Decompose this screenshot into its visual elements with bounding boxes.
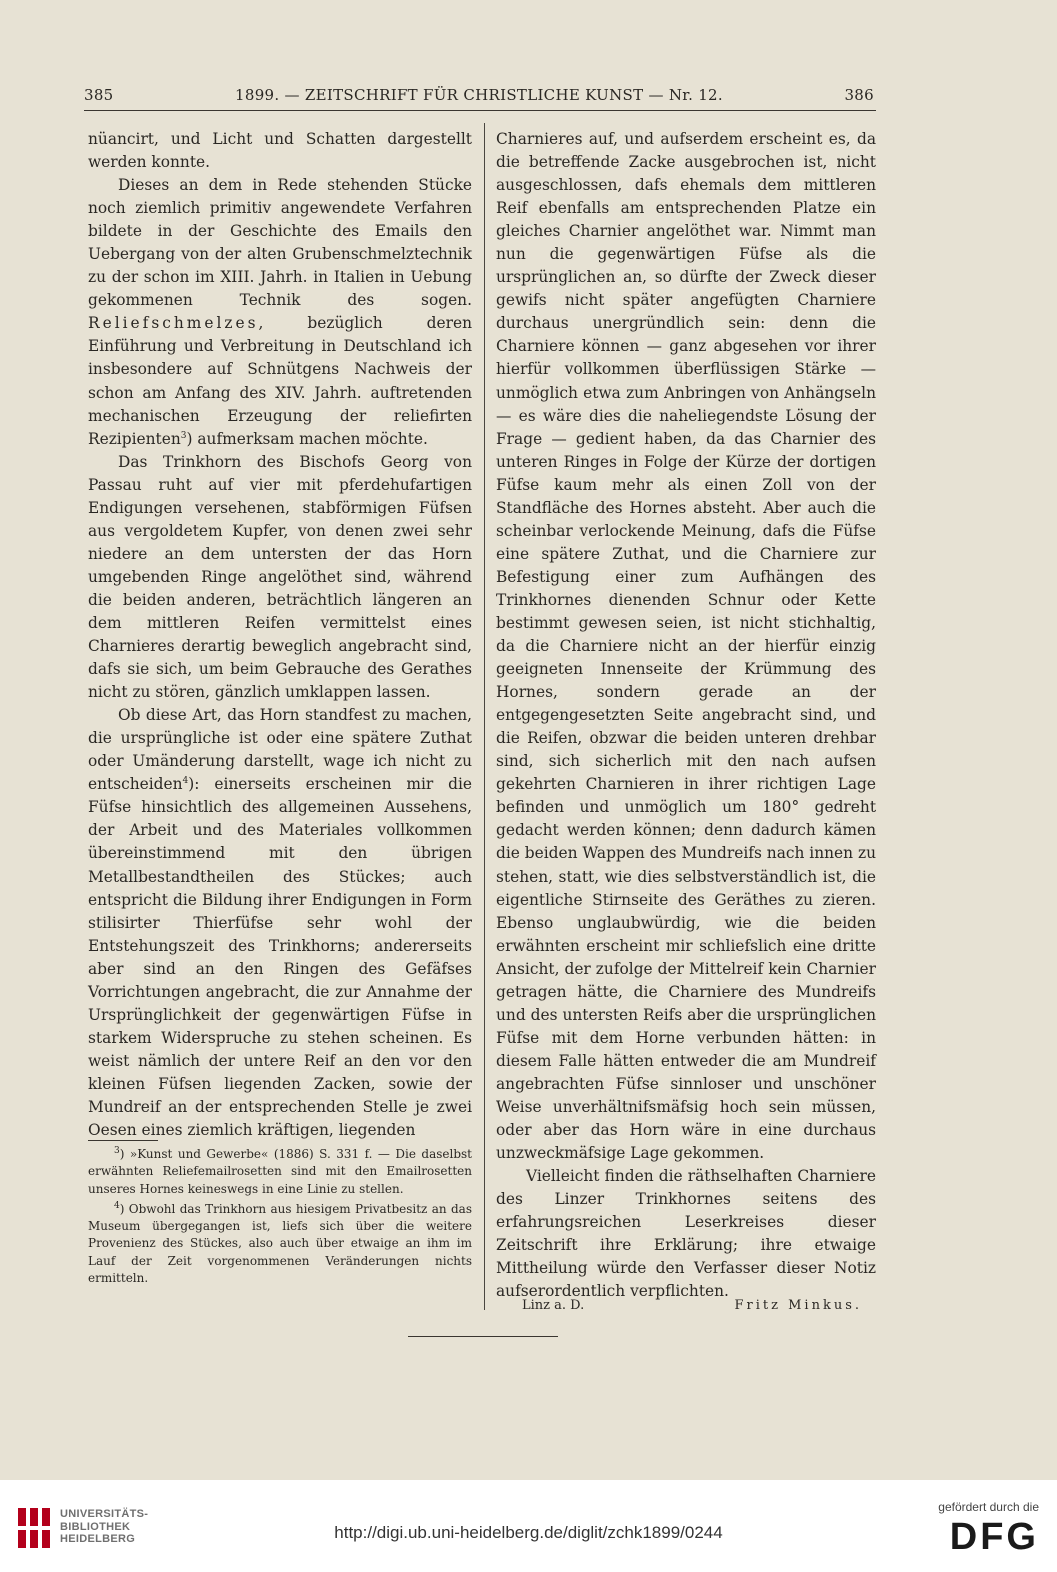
page-number-left: 385 (84, 86, 114, 104)
paragraph (88, 704, 472, 1142)
footnote-text: Obwohl das Trinkhorn aus hiesigem Privatbesitz an das Museum übergegangen ist, liefs sich über die weitere Provenienz des Stückes, also auch über etwaige an ihm im Lauf der Zeit vorgenommenen Veränderungen nichts ermitteln. (88, 1201, 472, 1286)
right-column (496, 128, 876, 1303)
footnote-rule (88, 1140, 158, 1141)
footnote-text: »Kunst und Gewerbe« (1886) S. 331 f. — Die daselbst erwähnten Reliefemailrosetten sind mit den Emailrosetten unseres Hornes keineswegs in eine Linie zu stellen. (88, 1147, 472, 1196)
footnote-number: 4 (114, 1200, 120, 1211)
paragraph (88, 174, 472, 451)
dfg-logo: DFG (949, 1516, 1039, 1558)
paragraph-text: Ob diese Art, das Horn standfest zu machen, die ursprüngliche ist oder eine spätere Zuthat oder Umänderung darstellt, wage ich nicht zu entscheiden (88, 706, 472, 794)
signature-place: Linz a. D. (522, 1298, 585, 1313)
paragraph-text: ) aufmerksam machen möchte. (186, 429, 428, 448)
permalink-url[interactable]: http://digi.ub.uni-heidelberg.de/diglit/zchk1899/0244 (334, 1523, 723, 1542)
left-column (88, 128, 472, 1142)
header-rule (84, 110, 876, 111)
column-divider (484, 123, 485, 1310)
footnote: $^4$) Obwohl das Trinkhorn aus hiesigem Privatbesitz an das Museum übergegangen ist, liefs sich über die weitere Provenienz des Stückes, also auch über etwaige an ihm im Lauf der Zeit vorgenommenen Veränderungen nichts ermitteln. (88, 1200, 472, 1286)
footnote: $^3$) »Kunst und Gewerbe« (1886) S. 331 f. — Die daselbst erwähnten Reliefemailrosetten sind mit den Emailrosetten unseres Hornes keineswegs in eine Linie zu stellen. (88, 1146, 472, 1196)
paragraph: Vielleicht finden die räthselhaften Charniere des Linzer Trinkhornes seitens des erfahrungsreichen Leserkreises dieser Zeitschrift ihre Erklärung; ihre etwaige Mittheilung würde den Verfasser dieser Notiz aufserordentlich verpflichten. (496, 1167, 876, 1301)
page-number-right: 386 (844, 86, 874, 104)
footnote-number: 3 (114, 1146, 120, 1156)
paragraph-text: ): einerseits erscheinen mir die Füfse hinsichtlich des allgemeinen Aussehens, der Arbeit und des Materiales vollkommen übereinstimmend mit den übrigen Metallbestandtheilen des Stückes; auch entspricht die Bildung ihrer Endigungen in Form stilisirter Thierfüfse sehr wohl der Entstehungszeit des Trinkhorns; andererseits aber sind an den Ringen des Gefäfses Vorrichtungen angebracht, die zur Annahme der Ursprünglichkeit der gegenwärtigen Füfse in starkem Widerspruche zu stehen scheinen. Es weist nämlich der untere Reif an den vor den kleinen Füfsen liegenden Zacken, sowie der Mundreif an der entsprechenden Stelle je zwei Oesen eines ziemlich kräftigen, liegenden (88, 775, 472, 1140)
signature (522, 1298, 862, 1316)
footnote-ref: 3 (180, 430, 187, 441)
paragraph-text: , bezüglich deren Einführung und Verbreitung in Deutschland ich insbesondere auf Schnütgens Nachweis der schon am Anfang des XIV. Jahrh. auftretenden mechanischen Erzeugung der reliefirten Rezipienten (88, 314, 472, 448)
footnote-ref: 4 (182, 776, 189, 787)
paragraph: Das Trinkhorn des Bischofs Georg von Passau ruht auf vier mit pferdehufartigen Endigungen versehenen, stabförmigen Füfsen aus vergoldetem Kupfer, von denen zwei sehr niedere an dem untersten der das Horn umgebenden Ringe angelöthet sind, während die beiden anderen, beträchtlich längeren an dem mittleren Reifen vermittelst eines Charnieres derartig beweglich angebracht sind, dafs sie sich, um beim Gebrauche des Gerathes nicht zu stören, gänzlich umklappen lassen. (88, 452, 472, 702)
emphasized-term: Reliefschmelzes (88, 314, 259, 333)
journal-title: 1899. — ZEITSCHRIFT FÜR CHRISTLICHE KUNST — Nr. 12. (235, 86, 723, 104)
paragraph: nüancirt, und Licht und Schatten dargestellt werden konnte. (88, 130, 472, 172)
footnotes (88, 1146, 472, 1290)
library-name-line: BIBLIOTHEK (60, 1520, 131, 1533)
funded-by-label: gefördert durch die (938, 1500, 1039, 1514)
end-rule (408, 1336, 558, 1337)
library-name-line: HEIDELBERG (60, 1533, 136, 1545)
running-header (84, 84, 874, 108)
paragraph: Charnieres auf, und aufserdem erscheint es, da die betreffende Zacke ausgebrochen ist, nicht ausgeschlossen, dafs ehemals dem mittleren Reif ebenfalls am entsprechenden Platze ein gleiches Charnier angelöthet war. Nimmt man nun die gegenwärtigen Füfse als die ursprünglichen an, so dürfte der Zweck dieser gewifs nicht später angefügten Charniere durchaus unergründlich sein: denn die Charniere können — ganz abgesehen vor ihrer hierfür vollkommen überflüssigen Stärke — unmöglich etwa zum Anbringen von Anhängseln — es wäre dies die naheliegendste Lösung der Frage — gedient haben, da das Charnier des unteren Ringes in Folge der Kürze der dortigen Füfse kaum mehr als einen Zoll von der Standfläche des Hornes absteht. Aber auch die scheinbar verlockende Meinung, dafs die Füfse eine spätere Zuthat, und die Charniere zur Befestigung einer zum Aufhängen des Trinkhornes dienenden Schnur oder Kette bestimmt gewesen seien, ist nicht stichhaltig, da die Charniere nicht an der hierfür einzig geeigneten Innenseite der Krümmung des Hornes, sondern gerade an der entgegengesetzten Seite angebracht sind, und die Reifen, obzwar die beiden unteren drehbar sind, sich sicherlich mit den nach aufsen gekehrten Charnieren in ihrer richtigen Lage befinden und unmöglich um 180° gedreht gedacht werden können; denn dadurch kämen die beiden Wappen des Mundreifs nach innen zu stehen, statt, wie dies selbstverständlich ist, die eigentliche Stirnseite des Geräthes zu zieren. Ebenso unglaubwürdig, wie die beiden erwähnten erscheint mir schliefslich eine dritte Ansicht, der zufolge der Mittelreif kein Charnier getragen hätte, die Charniere des Mundreifs und des untersten Reifs aber die ursprünglichen Füfse mit dem Horne verbunden hätten: in diesem Falle hätten entweder die am Mundreif angebrachten Füfse sinnloser und unschöner Weise unverhältnifsmäfsig hoch sein müssen, oder aber das Horn wäre in eine durchaus unzweckmäfsige Lage gekommen. (496, 130, 876, 1163)
signature-author: Fritz Minkus. (734, 1298, 862, 1313)
paragraph-text: Dieses an dem in Rede stehenden Stücke noch ziemlich primitiv angewendete Verfahren bildete in der Geschichte des Emails den Uebergang von der alten Grubenschmelztechnik zu der schon im XIII. Jahrh. in Italien in Uebung gekommenen Technik des sogen. (88, 176, 472, 310)
digitization-footer (0, 1480, 1057, 1572)
library-name-line: UNIVERSITÄTS- (60, 1508, 149, 1520)
